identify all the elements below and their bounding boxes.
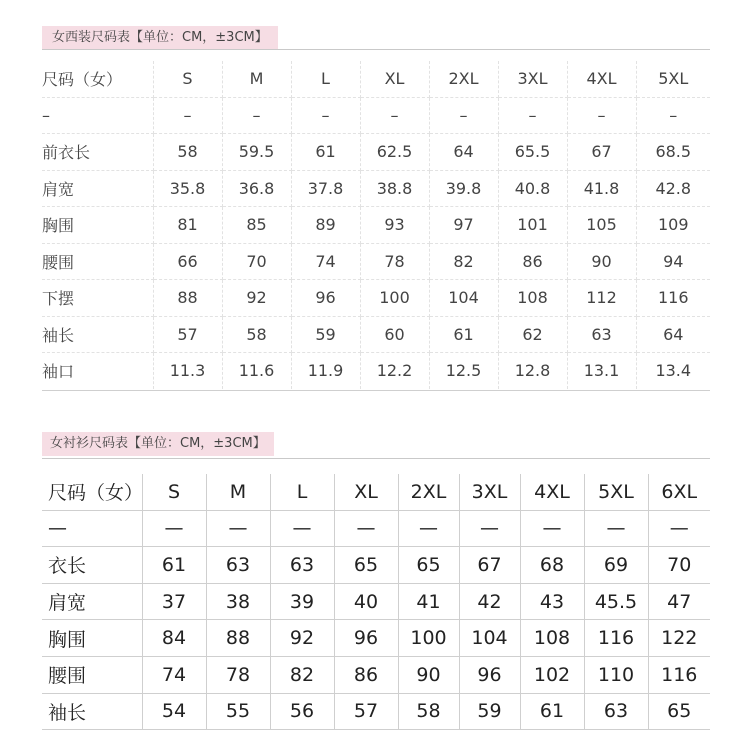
jacket-measure-value: 11.9 [291,353,360,389]
shirt-measure-value: 37 [142,583,206,620]
jacket-measure-value: 70 [222,243,291,280]
jacket-measure-value: 13.4 [655,361,692,381]
jacket-measure-value: 37.8 [291,170,360,207]
shirt-measure-value: — [648,510,710,547]
shirt-measure-label: 肩宽 [42,583,142,620]
jacket-measure-value: – [567,97,636,134]
jacket-measure-value: 42.8 [636,170,710,207]
shirt-measure-value: 65 [398,547,459,584]
jacket-measure-label: 肩宽 [42,170,153,207]
shirt-measure-value: 45.5 [584,583,648,620]
shirt-measure-value: 92 [270,620,334,657]
shirt-measure-value: 116 [648,656,710,693]
jacket-measure-value: 11.6 [222,353,291,389]
jacket-size-column-header: 4XL [567,61,636,97]
jacket-measure-value: 105 [567,207,636,244]
shirt-measure-value: 96 [459,656,520,693]
shirt-size-column-header: 5XL [584,474,648,510]
jacket-measure-value: – [360,97,429,134]
jacket-measure-value: 58 [222,316,291,353]
shirt-measure-value: 56 [270,693,334,730]
jacket-measure-value: – [636,97,710,134]
jacket-measure-value: 74 [291,243,360,280]
shirt-table-row [42,620,710,657]
shirt-measure-value: 116 [584,620,648,657]
shirt-size-column-header: 3XL [459,474,520,510]
shirt-measure-value: 122 [648,620,710,657]
shirt-table-row [42,656,710,693]
jacket-measure-value: 41.8 [567,170,636,207]
shirt-table-row [42,510,710,547]
jacket-table-bottom-divider [42,390,710,391]
shirt-measure-value: 63 [270,547,334,584]
shirt-measure-value: 63 [584,693,648,730]
jacket-measure-value: 82 [429,243,498,280]
shirt-measure-value: 100 [398,620,459,657]
jacket-measure-value: 40.8 [498,170,567,207]
jacket-measure-value: 68.5 [636,134,710,171]
jacket-measure-value: – [291,97,360,134]
jacket-table-row [42,134,710,171]
shirt-measure-value: 41 [398,583,459,620]
shirt-size-column-header: M [206,474,270,510]
jacket-measure-value: 96 [291,280,360,317]
shirt-measure-value: 57 [334,693,398,730]
shirt-table-row [42,547,710,584]
jacket-measure-value: 64 [429,134,498,171]
shirt-measure-value: — [584,510,648,547]
shirt-measure-value: 69 [584,547,648,584]
shirt-measure-value: — [520,510,584,547]
shirt-measure-label: — [42,510,142,547]
shirt-measure-value: 59 [459,693,520,730]
jacket-measure-value: 61 [429,316,498,353]
shirt-measure-value: 68 [520,547,584,584]
jacket-measure-value: 116 [636,280,710,317]
shirt-measure-value: 55 [206,693,270,730]
jacket-measure-value: 85 [222,207,291,244]
shirt-measure-value: 43 [520,583,584,620]
jacket-measure-value: 64 [636,316,710,353]
shirt-measure-value: 38 [206,583,270,620]
jacket-measure-value: 66 [153,243,222,280]
jacket-size-column-header: XL [360,61,429,97]
shirt-measure-value: 90 [398,656,459,693]
jacket-measure-label: 腰围 [42,243,153,280]
jacket-table-row [42,170,710,207]
shirt-size-chart-title: 女衬衫尺码表【单位：CM，±3CM】 [42,432,274,456]
jacket-measure-value: 67 [567,134,636,171]
jacket-measure-value: 36.8 [222,170,291,207]
shirt-measure-value: 54 [142,693,206,730]
shirt-measure-value: 42 [459,583,520,620]
shirt-measure-value: 96 [334,620,398,657]
shirt-measure-value: — [398,510,459,547]
shirt-measure-value: 65 [648,693,710,730]
shirt-measure-value: — [206,510,270,547]
shirt-measure-value: — [459,510,520,547]
shirt-table-row [42,583,710,620]
jacket-measure-value: 89 [291,207,360,244]
shirt-measure-value: 82 [270,656,334,693]
shirt-measure-value: 47 [648,583,710,620]
shirt-measure-value: — [270,510,334,547]
shirt-size-header: 尺码（女） [42,474,142,510]
jacket-measure-value: 101 [498,207,567,244]
shirt-measure-label: 腰围 [42,656,142,693]
shirt-measure-value: 61 [520,693,584,730]
jacket-measure-value: 35.8 [153,170,222,207]
jacket-size-column-header: 3XL [498,61,567,97]
shirt-measure-value: 65 [334,547,398,584]
shirt-measure-value: — [142,510,206,547]
jacket-measure-value: 78 [360,243,429,280]
shirt-measure-value: 39 [270,583,334,620]
shirt-measure-label: 袖长 [42,693,142,730]
jacket-table-row [42,280,710,317]
shirt-measure-value: 74 [142,656,206,693]
jacket-measure-value: – [222,97,291,134]
shirt-measure-label: 胸围 [42,620,142,657]
jacket-measure-label: 袖长 [42,316,153,353]
shirt-size-column-header: 4XL [520,474,584,510]
jacket-measure-value: 93 [360,207,429,244]
jacket-size-header: 尺码（女） [42,61,153,97]
jacket-size-column-header: 5XL [636,61,710,97]
shirt-measure-value: 61 [142,547,206,584]
jacket-measure-value: 65.5 [498,134,567,171]
jacket-measure-label: – [42,97,153,134]
jacket-size-column-header: M [222,61,291,97]
jacket-measure-value: 59.5 [222,134,291,171]
jacket-measure-label: 前衣长 [42,134,153,171]
jacket-measure-value: 62 [498,316,567,353]
jacket-size-column-header: L [291,61,360,97]
jacket-measure-value: – [429,97,498,134]
shirt-measure-value: 110 [584,656,648,693]
jacket-measure-value: 12.2 [360,353,429,389]
jacket-measure-value: 38.8 [360,170,429,207]
jacket-measure-value: 92 [222,280,291,317]
jacket-size-column-header: S [153,61,222,97]
shirt-size-column-header: 2XL [398,474,459,510]
jacket-size-column-header: 2XL [429,61,498,97]
shirt-measure-value: 63 [206,547,270,584]
shirt-measure-value: 108 [520,620,584,657]
shirt-measure-value: 67 [459,547,520,584]
jacket-measure-value: 58 [153,134,222,171]
jacket-measure-value: 97 [429,207,498,244]
jacket-measure-value: 11.3 [153,353,222,389]
shirt-measure-value: 78 [206,656,270,693]
jacket-measure-value: 59 [291,316,360,353]
jacket-table-row [42,97,710,134]
jacket-measure-value: 61 [291,134,360,171]
jacket-measure-value: 86 [498,243,567,280]
shirt-measure-label: 衣长 [42,547,142,584]
jacket-measure-value: 12.5 [429,353,498,389]
jacket-measure-value: 62.5 [360,134,429,171]
shirt-measure-value: 86 [334,656,398,693]
jacket-title-divider [42,49,710,50]
jacket-measure-value: 63 [567,316,636,353]
jacket-measure-value: 88 [153,280,222,317]
shirt-measure-value: 40 [334,583,398,620]
shirt-table-row [42,693,710,730]
jacket-table-row [42,353,710,389]
shirt-header-row [42,474,710,510]
jacket-measure-value: 12.8 [498,353,567,389]
jacket-table-row [42,316,710,353]
jacket-size-table [42,61,710,389]
jacket-measure-value: 104 [429,280,498,317]
jacket-table-row [42,243,710,280]
jacket-measure-value: 112 [567,280,636,317]
shirt-size-table [42,474,710,730]
jacket-measure-value: 100 [360,280,429,317]
shirt-measure-value: 88 [206,620,270,657]
shirt-measure-value: 84 [142,620,206,657]
jacket-measure-label: 胸围 [42,207,153,244]
jacket-measure-value: 39.8 [429,170,498,207]
jacket-measure-value: 57 [153,316,222,353]
shirt-size-column-header: S [142,474,206,510]
jacket-measure-value: 94 [636,243,710,280]
jacket-measure-value: 90 [567,243,636,280]
shirt-measure-value: 104 [459,620,520,657]
jacket-table-row [42,207,710,244]
shirt-size-column-header: L [270,474,334,510]
jacket-measure-value: 108 [498,280,567,317]
jacket-size-chart-title: 女西装尺码表【单位：CM，±3CM】 [42,26,278,50]
jacket-measure-value: 60 [360,316,429,353]
jacket-header-row [42,61,710,97]
jacket-measure-value: – [153,97,222,134]
jacket-measure-value: 13.1 [567,353,636,389]
shirt-measure-value: 58 [398,693,459,730]
jacket-measure-label: 下摆 [42,280,153,317]
shirt-measure-value: — [334,510,398,547]
jacket-measure-value: 109 [636,207,710,244]
shirt-measure-value: 70 [648,547,710,584]
jacket-measure-label: 袖口 [42,353,153,389]
shirt-title-divider [42,458,710,459]
shirt-size-column-header: XL [334,474,398,510]
jacket-measure-value: – [498,97,567,134]
jacket-measure-value: 81 [153,207,222,244]
shirt-measure-value: 102 [520,656,584,693]
shirt-size-column-header: 6XL [648,474,710,510]
